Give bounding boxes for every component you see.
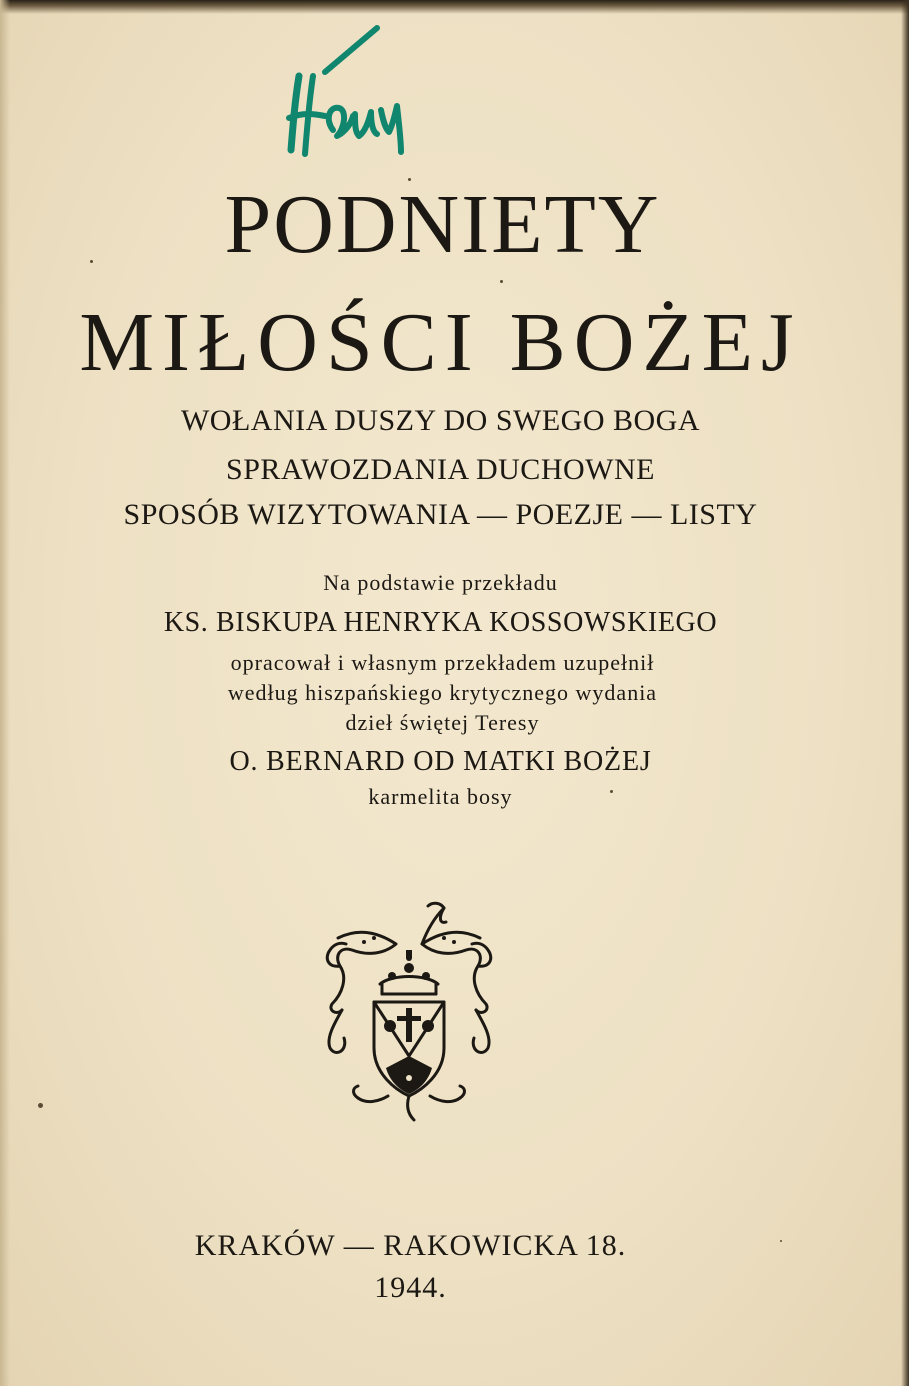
handwritten-signature-icon <box>285 20 415 160</box>
author-order: karmelita bosy <box>368 784 513 809</box>
carmelite-coat-of-arms-icon <box>318 898 500 1126</box>
edition-line-3: dzieł świętej Teresy <box>345 710 540 735</box>
page-top-edge <box>0 0 909 14</box>
edition-line-1: opracował i własnym przekładem uzupełnił <box>230 650 655 675</box>
paper-speck <box>500 280 503 283</box>
subtitle-3: SPOSÓB WIZYTOWANIA — POEZJE — LISTY <box>123 498 758 531</box>
edition-line-2: według hiszpańskiego krytycznego wydania <box>227 680 658 705</box>
paper-speck <box>38 1103 43 1108</box>
translation-basis: Na podstawie przekładu <box>323 570 558 595</box>
title-line-2: MIŁOŚCI BOŻEJ <box>79 296 802 389</box>
title-line-1: PODNIETY <box>224 178 661 271</box>
subtitle-2: SPRAWOZDANIA DUCHOWNE <box>226 453 655 486</box>
imprint-place: KRAKÓW — RAKOWICKA 18. <box>194 1229 627 1262</box>
imprint-year: 1944. <box>374 1271 447 1304</box>
author-name: O. BERNARD OD MATKI BOŻEJ <box>229 746 652 777</box>
translator-name: KS. BISKUPA HENRYKA KOSSOWSKIEGO <box>163 607 718 638</box>
subtitle-1: WOŁANIA DUSZY DO SWEGO BOGA <box>180 404 701 437</box>
page-right-edge <box>901 0 909 1386</box>
